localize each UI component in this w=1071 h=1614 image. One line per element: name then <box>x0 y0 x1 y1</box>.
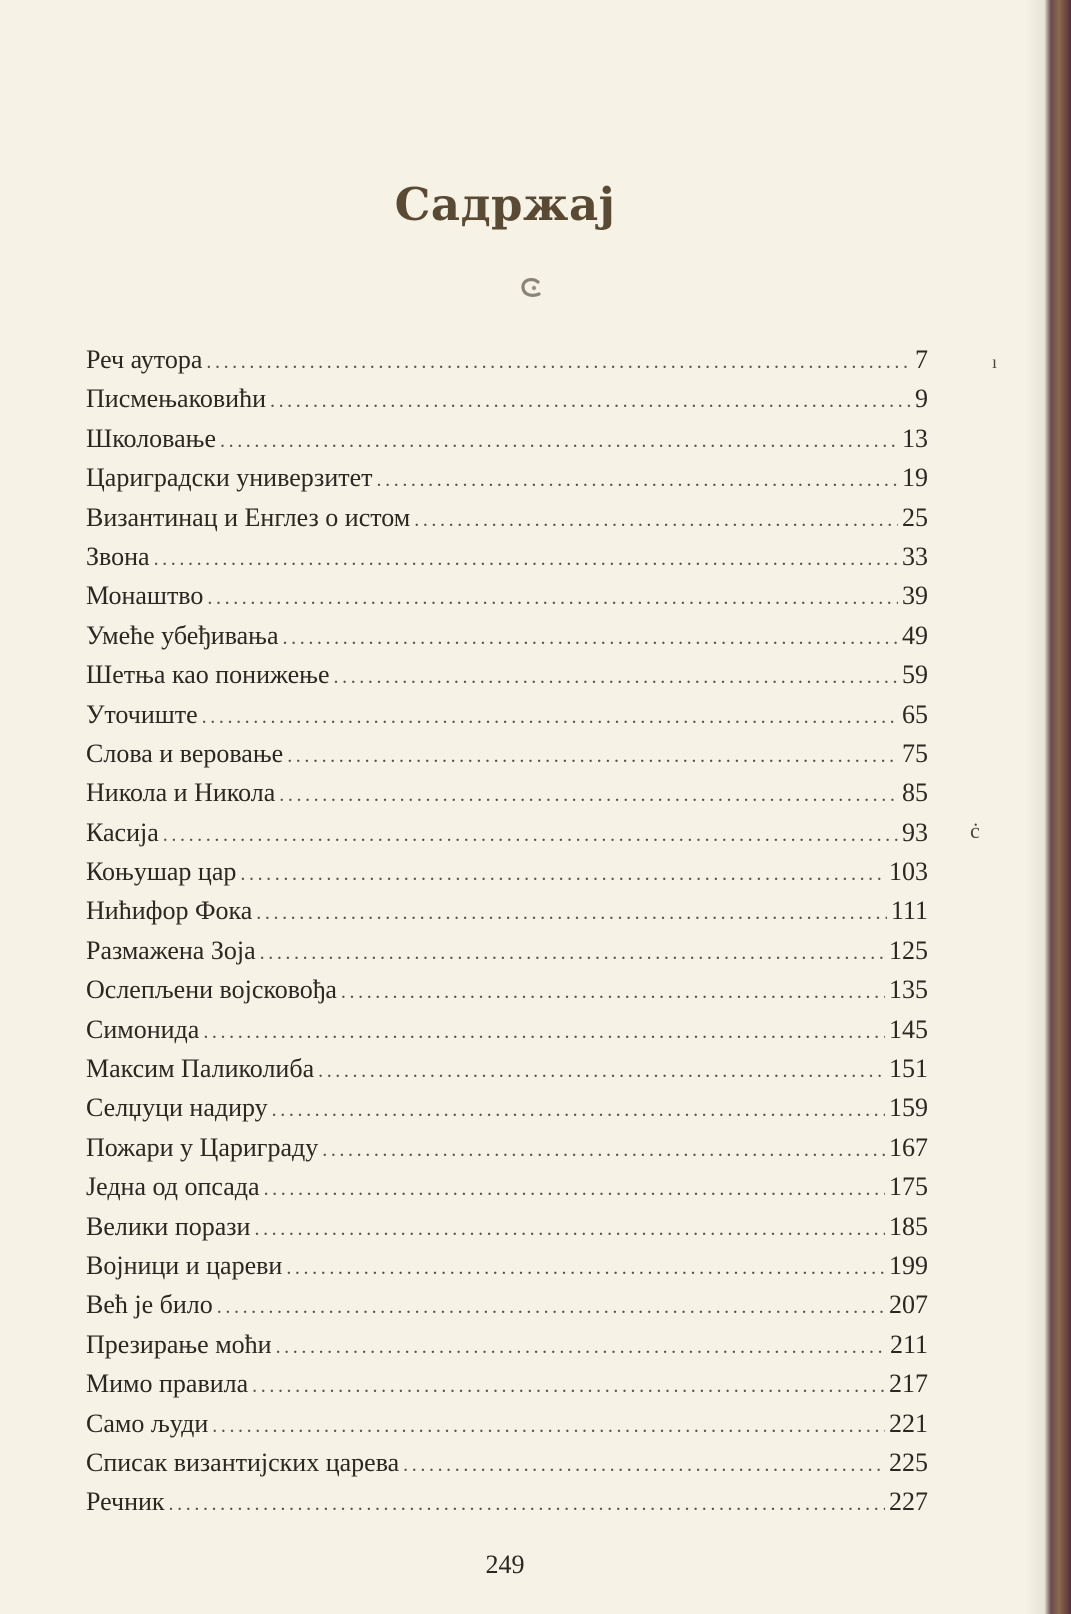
toc-entry-title: Писмењаковићи <box>86 384 266 414</box>
toc-entry-page-number: 227 <box>889 1487 928 1517</box>
toc-entry-title: Само људи <box>86 1408 209 1438</box>
ornament-icon <box>518 276 546 300</box>
toc-dot-leader <box>283 627 898 650</box>
toc-dot-leader <box>203 1021 885 1044</box>
toc-dot-leader <box>202 706 898 729</box>
toc-entry-page-number: 7 <box>915 345 928 374</box>
toc-entry[interactable] <box>86 739 928 778</box>
toc-dot-leader <box>377 469 898 492</box>
toc-entry[interactable] <box>86 621 928 660</box>
toc-entry-title: Максим Паликолиба <box>86 1054 315 1084</box>
toc-dot-leader <box>322 1139 885 1162</box>
toc-entry-page-number: 211 <box>889 1329 928 1359</box>
toc-entry-title: Једна од опсада <box>86 1172 260 1202</box>
page-title: Садржај <box>394 178 616 231</box>
toc-entry-title: Велики порази <box>86 1211 251 1241</box>
toc-entry[interactable] <box>86 1369 928 1408</box>
toc-entry-title: Касија <box>86 817 159 847</box>
toc-entry-page-number: 25 <box>902 502 928 532</box>
toc-dot-leader <box>252 1375 885 1398</box>
toc-entry[interactable] <box>86 1290 928 1329</box>
toc-entry[interactable] <box>86 1093 928 1132</box>
toc-entry[interactable] <box>86 1133 928 1172</box>
toc-entry-title: Већ је било <box>86 1290 213 1320</box>
toc-entry-title: Нићифор Фока <box>86 896 253 926</box>
toc-entry-title: Реч аутора <box>86 345 203 374</box>
toc-entry-title: Ослепљени војсковођа <box>86 975 337 1005</box>
toc-dot-leader <box>414 509 898 532</box>
toc-entry-page-number: 135 <box>889 975 928 1005</box>
toc-entry[interactable] <box>86 424 928 463</box>
toc-dot-leader <box>163 824 898 847</box>
toc-entry-title: Пожари у Цариграду <box>86 1132 319 1162</box>
toc-dot-leader <box>272 1099 885 1122</box>
toc-entry-page-number: 93 <box>902 817 928 847</box>
toc-entry-title: Војници и цареви <box>86 1250 283 1280</box>
toc-entry[interactable] <box>86 896 928 935</box>
toc-entry[interactable] <box>86 1330 928 1369</box>
toc-entry-page-number: 185 <box>889 1211 928 1241</box>
toc-entry-title: Презирање моћи <box>86 1329 272 1359</box>
toc-entry-page-number: 125 <box>889 935 928 965</box>
toc-entry[interactable] <box>86 581 928 620</box>
toc-entry[interactable] <box>86 778 928 817</box>
toc-entry-page-number: 65 <box>902 699 928 729</box>
margin-mark: ı <box>992 352 998 372</box>
toc-dot-leader <box>254 1218 885 1241</box>
table-of-contents <box>86 345 928 1527</box>
toc-entry-page-number: 207 <box>889 1290 928 1320</box>
toc-entry-page-number: 199 <box>889 1250 928 1280</box>
toc-entry[interactable] <box>86 857 928 896</box>
toc-entry-title: Речник <box>86 1487 165 1517</box>
toc-entry-page-number: 225 <box>889 1447 928 1477</box>
toc-dot-leader <box>334 666 899 689</box>
toc-dot-leader <box>279 784 898 807</box>
toc-dot-leader <box>276 1336 886 1359</box>
toc-entry-title: Коњушар цар <box>86 857 237 887</box>
toc-entry-page-number: 39 <box>902 581 928 611</box>
toc-dot-leader <box>287 745 898 768</box>
toc-entry-page-number: 159 <box>889 1093 928 1123</box>
book-binding-edge <box>1045 0 1071 1614</box>
toc-entry-page-number: 9 <box>915 384 928 414</box>
toc-dot-leader <box>264 1178 885 1201</box>
margin-mark: ċ <box>970 818 980 843</box>
toc-dot-leader <box>286 1257 885 1280</box>
toc-entry-page-number: 75 <box>902 738 928 768</box>
toc-entry[interactable] <box>86 1487 928 1526</box>
toc-entry-title: Умеће убеђивања <box>86 620 279 650</box>
toc-entry-page-number: 221 <box>889 1408 928 1438</box>
toc-dot-leader <box>403 1454 885 1477</box>
toc-entry-title: Шетња као понижење <box>86 660 330 690</box>
toc-entry[interactable] <box>86 936 928 975</box>
binding-shadow <box>1025 0 1045 1614</box>
toc-entry-title: Мимо правила <box>86 1369 249 1399</box>
toc-entry[interactable] <box>86 975 928 1014</box>
toc-entry-page-number: 151 <box>889 1054 928 1084</box>
toc-entry-page-number: 217 <box>889 1369 928 1399</box>
toc-entry-title: Симонида <box>86 1014 200 1044</box>
toc-entry-page-number: 49 <box>902 620 928 650</box>
toc-entry-page-number: 103 <box>889 857 928 887</box>
toc-entry-page-number: 59 <box>902 660 928 690</box>
toc-entry-page-number: 85 <box>902 778 928 808</box>
toc-dot-leader <box>217 1296 885 1319</box>
page-number: 249 <box>485 1550 525 1579</box>
toc-entry-page-number: 19 <box>902 463 928 493</box>
toc-entry[interactable] <box>86 1251 928 1290</box>
toc-dot-leader <box>169 1493 885 1516</box>
toc-dot-leader <box>212 1415 885 1438</box>
toc-entry-page-number: 111 <box>890 896 928 926</box>
toc-dot-leader <box>220 430 898 453</box>
toc-entry-page-number: 167 <box>889 1132 928 1162</box>
toc-entry[interactable] <box>86 1015 928 1054</box>
toc-entry-title: Слова и веровање <box>86 738 284 768</box>
toc-entry[interactable] <box>86 1409 928 1448</box>
toc-entry-title: Цариградски универзитет <box>86 463 373 493</box>
toc-entry-title: Никола и Никола <box>86 778 276 808</box>
toc-dot-leader <box>318 1060 885 1083</box>
toc-entry-title: Монаштво <box>86 581 204 611</box>
toc-entry[interactable] <box>86 1054 928 1093</box>
toc-entry-title: Звона <box>86 541 150 571</box>
toc-entry-title: Византинац и Енглез о истом <box>86 502 411 532</box>
toc-entry[interactable] <box>86 1172 928 1211</box>
toc-entry[interactable] <box>86 700 928 739</box>
toc-dot-leader <box>154 548 898 571</box>
toc-entry[interactable] <box>86 345 928 384</box>
toc-entry[interactable] <box>86 384 928 423</box>
toc-entry[interactable] <box>86 463 928 502</box>
toc-entry-title: Уточиште <box>86 699 198 729</box>
toc-entry-page-number: 33 <box>902 541 928 571</box>
toc-entry[interactable] <box>86 1448 928 1487</box>
toc-entry-page-number: 145 <box>889 1014 928 1044</box>
toc-entry-page-number: 13 <box>902 423 928 453</box>
toc-entry[interactable] <box>86 503 928 542</box>
toc-entry-title: Школовање <box>86 423 216 453</box>
toc-entry[interactable] <box>86 1212 928 1251</box>
toc-dot-leader <box>207 587 898 610</box>
toc-entry-title: Списак византијских царева <box>86 1447 400 1477</box>
toc-entry[interactable] <box>86 660 928 699</box>
toc-entry[interactable] <box>86 542 928 581</box>
toc-entry-title: Селџуци надиру <box>86 1093 268 1123</box>
toc-dot-leader <box>206 351 911 374</box>
toc-dot-leader <box>260 942 885 965</box>
toc-entry[interactable] <box>86 818 928 857</box>
toc-dot-leader <box>341 981 885 1004</box>
toc-dot-leader <box>256 902 887 925</box>
toc-dot-leader <box>270 390 911 413</box>
toc-entry-page-number: 175 <box>889 1172 928 1202</box>
toc-dot-leader <box>240 863 885 886</box>
toc-entry-title: Размажена Зоја <box>86 935 256 965</box>
